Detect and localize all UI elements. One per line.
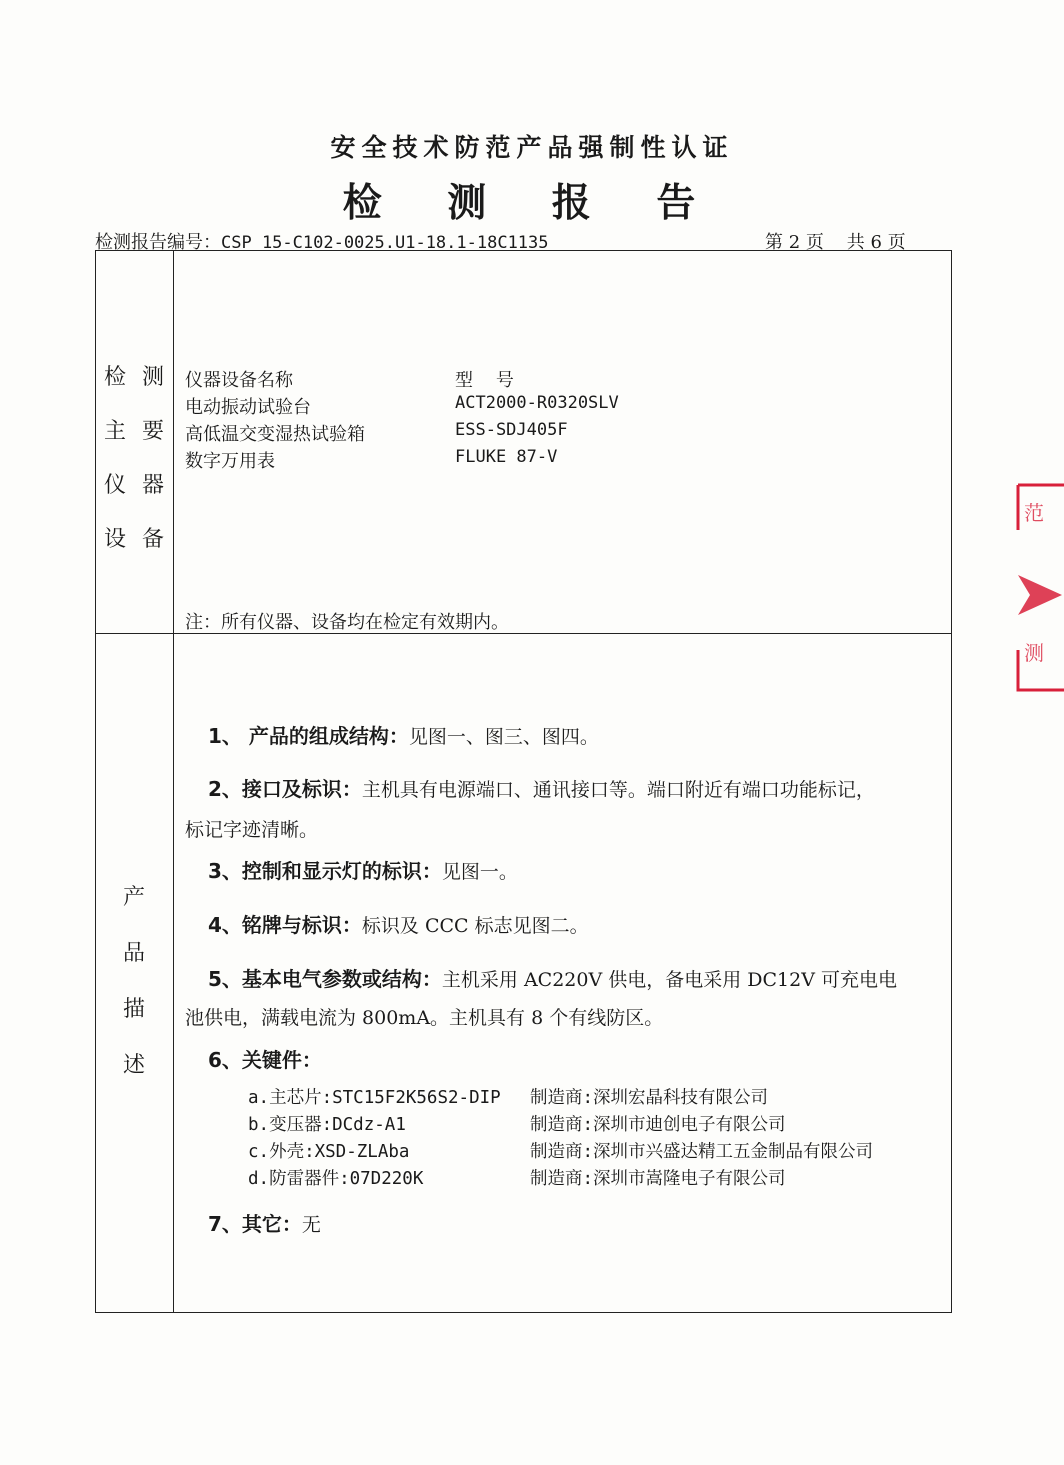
label-char: 检 bbox=[104, 365, 127, 390]
item-heading: 6、关键件： bbox=[208, 1048, 322, 1072]
component-maker: 制造商:深圳市嵩隆电子有限公司 bbox=[530, 1169, 786, 1189]
product-item bbox=[208, 909, 589, 938]
cert-title: 安全技术防范产品强制性认证 bbox=[330, 133, 734, 162]
component-maker: 制造商:深圳市迪创电子有限公司 bbox=[530, 1115, 786, 1135]
component-part: d.防雷器件:07D220K bbox=[248, 1169, 424, 1189]
svg-text:范: 范 bbox=[1024, 501, 1044, 525]
equipment-model: FLUKE 87-V bbox=[455, 447, 558, 467]
equipment-model: ESS-SDJ405F bbox=[455, 420, 568, 440]
label-char: 测 bbox=[141, 365, 164, 390]
equipment-model: ACT2000-R0320SLV bbox=[455, 393, 619, 413]
product-item bbox=[208, 720, 599, 749]
item-heading: 3、控制和显示灯的标识： bbox=[208, 859, 442, 883]
report-number: CSP 15-C102-0025.U1-18.1-18C1135 bbox=[221, 233, 549, 253]
equipment-name-header: 仪器设备名称 bbox=[185, 370, 293, 391]
equipment-model-header: 型 号 bbox=[455, 370, 514, 391]
label-char: 主 bbox=[104, 419, 127, 444]
item-text: 主机具有电源端口、通讯接口等。端口附近有端口功能标记， bbox=[361, 779, 875, 801]
equipment-note: 注：所有仪器、设备均在检定有效期内。 bbox=[185, 612, 509, 633]
item-text: 无 bbox=[301, 1214, 321, 1236]
item-heading: 5、基本电气参数或结构： bbox=[208, 967, 442, 991]
item-text: 见图一。 bbox=[441, 861, 518, 883]
product-item bbox=[208, 963, 897, 992]
report-title: 检 测 报 告 bbox=[342, 181, 722, 226]
component-maker: 制造商:深圳宏晶科技有限公司 bbox=[530, 1088, 769, 1108]
label-char: 品 bbox=[122, 941, 145, 966]
label-char: 要 bbox=[141, 419, 164, 444]
label-char: 仪 bbox=[104, 473, 127, 498]
item-heading: 1、 产品的组成结构： bbox=[208, 724, 409, 748]
item-text: 标识及 CCC 标志见图二。 bbox=[361, 915, 589, 937]
svg-text:测: 测 bbox=[1024, 641, 1044, 665]
product-item bbox=[208, 1044, 322, 1073]
equipment-name: 数字万用表 bbox=[185, 451, 275, 472]
seal-stamp-partial bbox=[1010, 480, 1064, 695]
label-char: 述 bbox=[122, 1053, 145, 1078]
label-char: 器 bbox=[141, 473, 164, 498]
report-number-label: 检测报告编号： bbox=[95, 232, 221, 253]
item-text: 主机采用 AC220V 供电，备电采用 DC12V 可充电电 bbox=[441, 969, 897, 991]
equipment-name: 电动振动试验台 bbox=[185, 397, 311, 418]
label-char: 描 bbox=[122, 997, 145, 1022]
equipment-section-label bbox=[100, 360, 168, 576]
item-heading: 2、接口及标识： bbox=[208, 777, 362, 801]
component-maker: 制造商:深圳市兴盛达精工五金制品有限公司 bbox=[530, 1142, 874, 1162]
component-part: c.外壳:XSD-ZLAba bbox=[248, 1142, 410, 1162]
item-text-continued: 标记字迹清晰。 bbox=[185, 819, 319, 841]
label-char: 备 bbox=[141, 527, 164, 552]
item-heading: 7、其它： bbox=[208, 1212, 302, 1236]
page-info: 第 2 页 共 6 页 bbox=[765, 232, 906, 253]
product-item bbox=[208, 855, 518, 884]
item-text: 见图一、图三、图四。 bbox=[408, 726, 599, 748]
label-char: 产 bbox=[122, 885, 145, 910]
item-heading: 4、铭牌与标识： bbox=[208, 913, 362, 937]
component-part: b.变压器:DCdz-A1 bbox=[248, 1115, 406, 1135]
item-text-continued: 池供电，满载电流为 800mA。主机具有 8 个有线防区。 bbox=[185, 1007, 664, 1029]
product-section-label bbox=[100, 880, 168, 1104]
product-item bbox=[208, 773, 875, 802]
product-item bbox=[208, 1208, 321, 1237]
label-char: 设 bbox=[104, 527, 127, 552]
table-divider-vertical bbox=[173, 250, 174, 1313]
component-part: a.主芯片:STC15F2K56S2-DIP bbox=[248, 1088, 501, 1108]
equipment-name: 高低温交变湿热试验箱 bbox=[185, 424, 365, 445]
